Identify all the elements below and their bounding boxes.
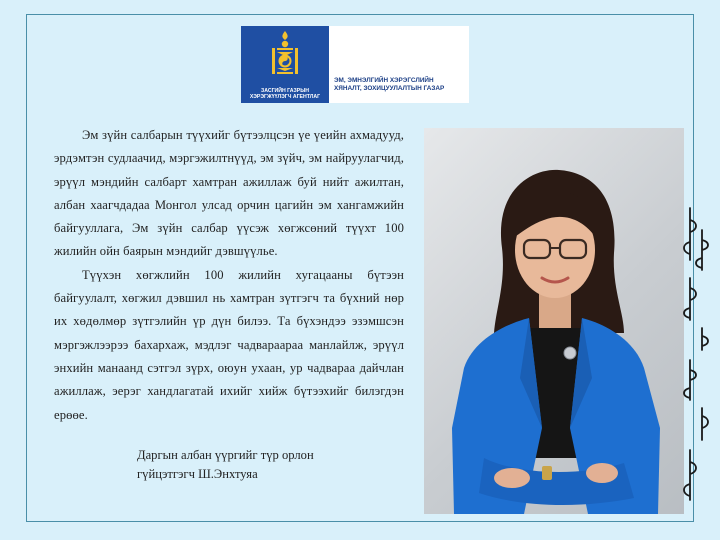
signature-name: гүйцэтгэгч Ш.Энхтуяа (137, 467, 258, 481)
logo-emblem-panel (241, 26, 329, 103)
signature-title: Даргын албан үүргийг түр орлон (137, 448, 314, 462)
letter-paragraph-1: Эм зүйн салбарын түүхийг бүтээлцсэн үе үеийн ахмадууд, эрдэмтэн судлаачид, мэргэжилтнүүд, эм зүйч, эм найруулагчид, эрүүл мэндийн салбарт хамтран ажиллаж буй нийт ажилтан, албан хаагчдадаа Монгол улсад орчин цагийн эм хангамжийн байгууллага, Эм зүйн салбар үүсэж хөгжсөний түүхт 100 жилийн ойн баярын мэндийг дэвшүүлье. (54, 128, 404, 259)
logo-agency-line2: ХЭРЭГЖҮҮЛЭГЧ АГЕНТЛАГ (249, 94, 321, 100)
logo-agency-text (243, 88, 327, 100)
logo-org-line2: ХЯНАЛТ, ЗОХИЦУУЛАЛТЫН ГАЗАР (334, 85, 445, 92)
logo-org-name (334, 77, 468, 93)
vertical-script-icon (676, 200, 716, 520)
greeting-letter (54, 124, 404, 427)
logo-org-line1: ЭМ, ЭМНЭЛГИЙН ХЭРЭГСЛИЙН (334, 77, 434, 84)
mongolian-script-decoration (676, 200, 716, 520)
letter-paragraph-2: Түүхэн хөгжлийн 100 жилийн хугацааны бүтээн байгуулалт, хөгжил дэвшил нь хамтран зүтгэгч та бүхний нөр их хөдөлмөр зүтгэлийн үр дүн билээ. Та бүхэндээ эзэмшсэн мэргэжлээрээ бахархаж, мэдлэг чадвараараа манлайлж, эрүүл энхийн манаанд сэтгэл зүрх, оюун ухаан, ур чадвараа дайчлан ажиллаж, эерэг хандлагатай ихийг хийж бүтээхийг билэгдэн ерөөе. (54, 267, 404, 422)
logo-agency-line1: ЗАСГИЙН ГАЗРЫН (260, 88, 310, 94)
signature-block (137, 446, 314, 484)
agency-logo (241, 26, 469, 103)
portrait-photo (424, 128, 684, 514)
soyombo-emblem-icon (268, 30, 302, 76)
portrait-illustration (424, 128, 684, 514)
